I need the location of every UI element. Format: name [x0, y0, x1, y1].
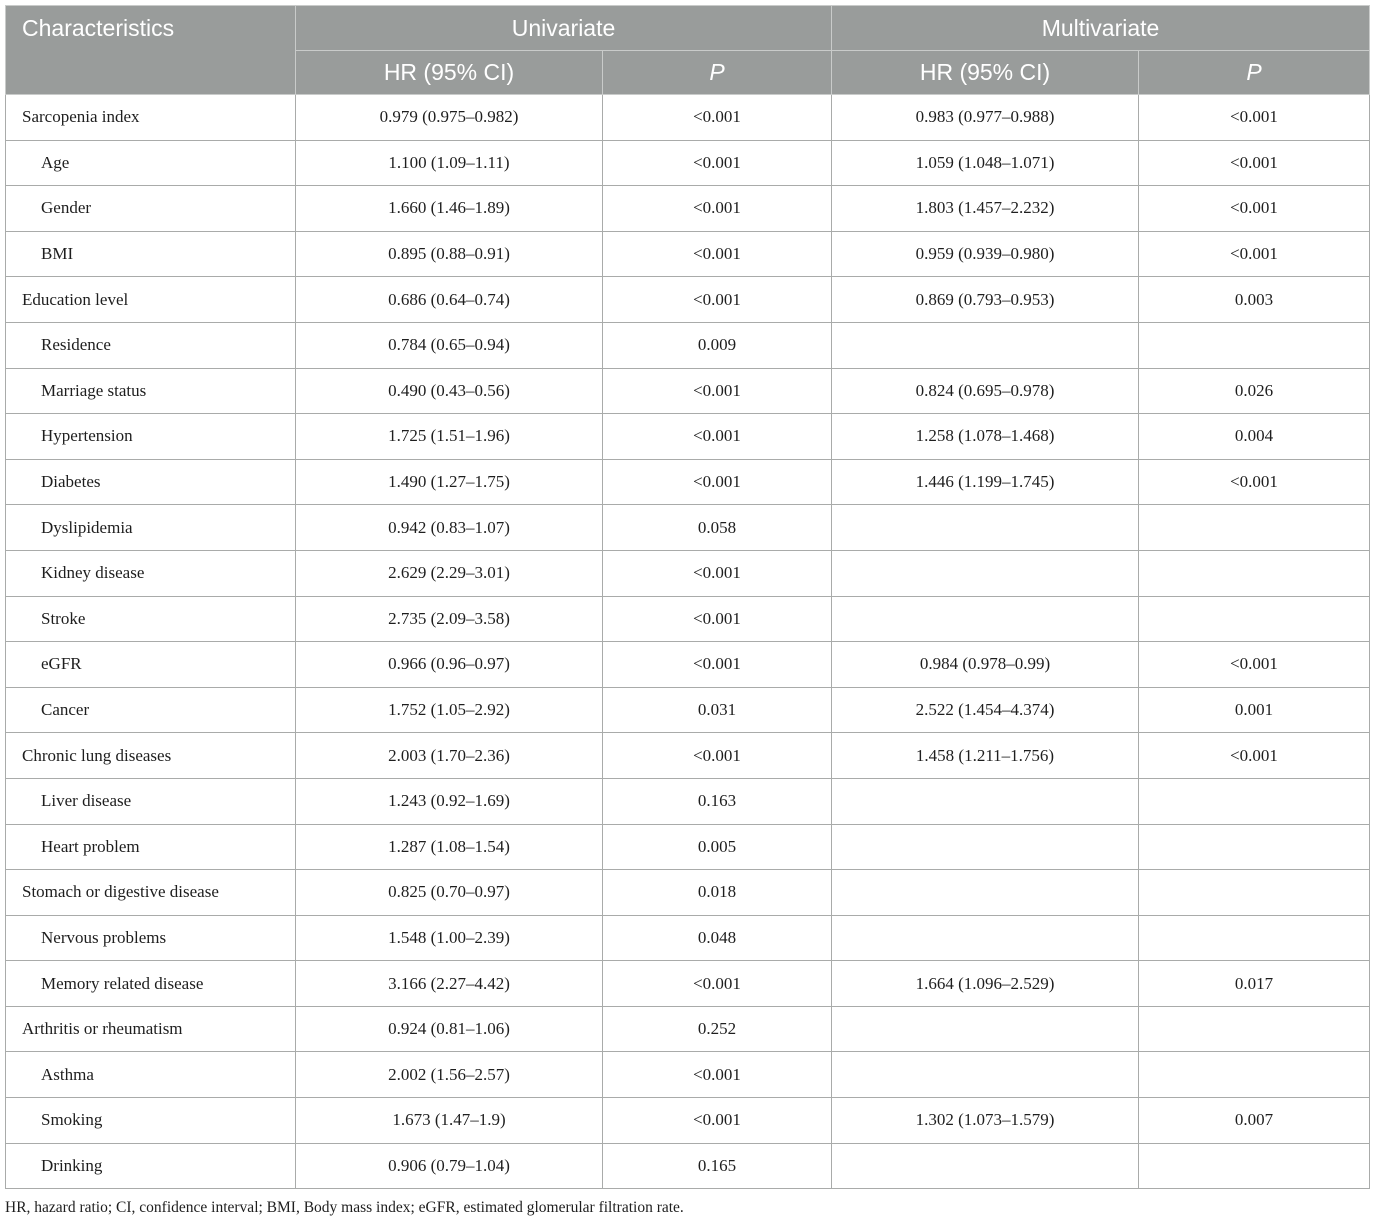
multivariate-hr-cell	[832, 322, 1139, 368]
univariate-p-cell: <0.001	[603, 642, 832, 688]
multivariate-p-cell	[1139, 596, 1370, 642]
table-body	[6, 95, 1370, 1189]
table-row	[6, 778, 1370, 824]
multivariate-p-cell: <0.001	[1139, 186, 1370, 232]
multivariate-p-cell	[1139, 550, 1370, 596]
row-characteristic-cell: Heart problem	[6, 824, 296, 870]
results-table-container	[5, 5, 1369, 1189]
table-row	[6, 824, 1370, 870]
row-characteristic-cell: Asthma	[6, 1052, 296, 1098]
univariate-p-cell: <0.001	[603, 961, 832, 1007]
univariate-p-cell: <0.001	[603, 1098, 832, 1144]
table-row	[6, 1098, 1370, 1144]
table-row	[6, 459, 1370, 505]
table-row	[6, 1006, 1370, 1052]
multivariate-p-cell: 0.007	[1139, 1098, 1370, 1144]
row-characteristic-cell: Arthritis or rheumatism	[6, 1006, 296, 1052]
multivariate-p-cell: <0.001	[1139, 733, 1370, 779]
multivariate-p-cell: 0.026	[1139, 368, 1370, 414]
multivariate-p-cell	[1139, 915, 1370, 961]
row-characteristic-cell: Nervous problems	[6, 915, 296, 961]
multivariate-p-cell: <0.001	[1139, 231, 1370, 277]
univariate-hr-cell: 0.490 (0.43–0.56)	[296, 368, 603, 414]
multivariate-hr-cell	[832, 1143, 1139, 1189]
univariate-p-cell: 0.165	[603, 1143, 832, 1189]
multivariate-hr-cell: 0.869 (0.793–0.953)	[832, 277, 1139, 323]
multivariate-hr-cell: 2.522 (1.454–4.374)	[832, 687, 1139, 733]
univariate-hr-cell: 0.966 (0.96–0.97)	[296, 642, 603, 688]
univariate-p-cell: 0.005	[603, 824, 832, 870]
multivariate-p-cell: <0.001	[1139, 459, 1370, 505]
header-multivariate: Multivariate	[832, 6, 1370, 51]
table-row	[6, 505, 1370, 551]
multivariate-hr-cell	[832, 505, 1139, 551]
univariate-hr-cell: 1.725 (1.51–1.96)	[296, 414, 603, 460]
row-characteristic-cell: Liver disease	[6, 778, 296, 824]
univariate-hr-cell: 0.784 (0.65–0.94)	[296, 322, 603, 368]
table-row	[6, 231, 1370, 277]
univariate-hr-cell: 1.100 (1.09–1.11)	[296, 140, 603, 186]
univariate-hr-cell: 1.287 (1.08–1.54)	[296, 824, 603, 870]
row-characteristic-cell: Stroke	[6, 596, 296, 642]
univariate-p-cell: <0.001	[603, 186, 832, 232]
univariate-hr-cell: 1.673 (1.47–1.9)	[296, 1098, 603, 1144]
multivariate-p-cell: 0.003	[1139, 277, 1370, 323]
multivariate-hr-cell: 1.258 (1.078–1.468)	[832, 414, 1139, 460]
multivariate-hr-cell	[832, 870, 1139, 916]
table-row	[6, 95, 1370, 141]
univariate-hr-cell: 0.979 (0.975–0.982)	[296, 95, 603, 141]
univariate-hr-cell: 0.895 (0.88–0.91)	[296, 231, 603, 277]
univariate-p-cell: <0.001	[603, 596, 832, 642]
multivariate-hr-cell	[832, 824, 1139, 870]
univariate-p-cell: <0.001	[603, 277, 832, 323]
univariate-p-cell: <0.001	[603, 140, 832, 186]
header-univariate: Univariate	[296, 6, 832, 51]
multivariate-hr-cell: 1.664 (1.096–2.529)	[832, 961, 1139, 1007]
multivariate-hr-cell: 1.446 (1.199–1.745)	[832, 459, 1139, 505]
univariate-hr-cell: 1.752 (1.05–2.92)	[296, 687, 603, 733]
univariate-p-cell: <0.001	[603, 368, 832, 414]
multivariate-p-cell: 0.004	[1139, 414, 1370, 460]
row-characteristic-cell: Memory related disease	[6, 961, 296, 1007]
table-row	[6, 1143, 1370, 1189]
multivariate-hr-cell: 1.458 (1.211–1.756)	[832, 733, 1139, 779]
univariate-hr-cell: 1.490 (1.27–1.75)	[296, 459, 603, 505]
row-characteristic-cell: Marriage status	[6, 368, 296, 414]
table-row	[6, 596, 1370, 642]
univariate-p-cell: 0.018	[603, 870, 832, 916]
row-characteristic-cell: Chronic lung diseases	[6, 733, 296, 779]
univariate-hr-cell: 1.660 (1.46–1.89)	[296, 186, 603, 232]
table-row	[6, 140, 1370, 186]
multivariate-p-cell: <0.001	[1139, 642, 1370, 688]
univariate-p-cell: <0.001	[603, 414, 832, 460]
multivariate-p-cell	[1139, 1143, 1370, 1189]
header-univariate-p: P	[603, 51, 832, 95]
univariate-hr-cell: 3.166 (2.27–4.42)	[296, 961, 603, 1007]
table-row	[6, 687, 1370, 733]
univariate-hr-cell: 2.003 (1.70–2.36)	[296, 733, 603, 779]
univariate-p-cell: <0.001	[603, 231, 832, 277]
multivariate-hr-cell: 0.959 (0.939–0.980)	[832, 231, 1139, 277]
univariate-p-cell: 0.163	[603, 778, 832, 824]
multivariate-hr-cell: 0.824 (0.695–0.978)	[832, 368, 1139, 414]
table-row	[6, 961, 1370, 1007]
multivariate-p-cell	[1139, 505, 1370, 551]
multivariate-p-cell	[1139, 1006, 1370, 1052]
multivariate-p-cell	[1139, 322, 1370, 368]
univariate-p-cell: <0.001	[603, 95, 832, 141]
univariate-p-cell: <0.001	[603, 733, 832, 779]
multivariate-hr-cell	[832, 778, 1139, 824]
univariate-p-cell: 0.058	[603, 505, 832, 551]
univariate-p-cell: <0.001	[603, 550, 832, 596]
table-row	[6, 550, 1370, 596]
multivariate-hr-cell	[832, 596, 1139, 642]
multivariate-p-cell: 0.017	[1139, 961, 1370, 1007]
multivariate-p-cell: <0.001	[1139, 95, 1370, 141]
table-header	[6, 6, 1370, 95]
univariate-p-cell: <0.001	[603, 1052, 832, 1098]
multivariate-p-cell: 0.001	[1139, 687, 1370, 733]
row-characteristic-cell: Dyslipidemia	[6, 505, 296, 551]
univariate-hr-cell: 2.629 (2.29–3.01)	[296, 550, 603, 596]
multivariate-hr-cell: 1.803 (1.457–2.232)	[832, 186, 1139, 232]
table-row	[6, 322, 1370, 368]
multivariate-hr-cell	[832, 550, 1139, 596]
cox-regression-table	[5, 5, 1370, 1189]
univariate-hr-cell: 0.906 (0.79–1.04)	[296, 1143, 603, 1189]
row-characteristic-cell: Residence	[6, 322, 296, 368]
univariate-hr-cell: 0.942 (0.83–1.07)	[296, 505, 603, 551]
multivariate-hr-cell: 0.984 (0.978–0.99)	[832, 642, 1139, 688]
row-characteristic-cell: Diabetes	[6, 459, 296, 505]
multivariate-hr-cell: 0.983 (0.977–0.988)	[832, 95, 1139, 141]
row-characteristic-cell: Smoking	[6, 1098, 296, 1144]
multivariate-hr-cell: 1.302 (1.073–1.579)	[832, 1098, 1139, 1144]
multivariate-hr-cell	[832, 1006, 1139, 1052]
univariate-p-cell: 0.009	[603, 322, 832, 368]
multivariate-p-cell	[1139, 824, 1370, 870]
row-characteristic-cell: Sarcopenia index	[6, 95, 296, 141]
multivariate-p-cell: <0.001	[1139, 140, 1370, 186]
row-characteristic-cell: Cancer	[6, 687, 296, 733]
multivariate-p-cell	[1139, 778, 1370, 824]
table-row	[6, 186, 1370, 232]
table-row	[6, 414, 1370, 460]
table-row	[6, 915, 1370, 961]
table-row	[6, 642, 1370, 688]
univariate-hr-cell: 0.825 (0.70–0.97)	[296, 870, 603, 916]
header-multivariate-p: P	[1139, 51, 1370, 95]
univariate-p-cell: 0.048	[603, 915, 832, 961]
row-characteristic-cell: Education level	[6, 277, 296, 323]
row-characteristic-cell: BMI	[6, 231, 296, 277]
univariate-hr-cell: 2.002 (1.56–2.57)	[296, 1052, 603, 1098]
multivariate-hr-cell	[832, 1052, 1139, 1098]
table-footnote: HR, hazard ratio; CI, confidence interval; BMI, Body mass index; eGFR, estimated glomerular filtration rate.	[5, 1199, 684, 1216]
row-characteristic-cell: eGFR	[6, 642, 296, 688]
row-characteristic-cell: Stomach or digestive disease	[6, 870, 296, 916]
header-multivariate-hr: HR (95% CI)	[832, 51, 1139, 95]
univariate-hr-cell: 0.686 (0.64–0.74)	[296, 277, 603, 323]
table-row	[6, 870, 1370, 916]
row-characteristic-cell: Drinking	[6, 1143, 296, 1189]
multivariate-hr-cell: 1.059 (1.048–1.071)	[832, 140, 1139, 186]
univariate-hr-cell: 1.243 (0.92–1.69)	[296, 778, 603, 824]
multivariate-hr-cell	[832, 915, 1139, 961]
multivariate-p-cell	[1139, 1052, 1370, 1098]
table-row	[6, 277, 1370, 323]
row-characteristic-cell: Kidney disease	[6, 550, 296, 596]
univariate-hr-cell: 2.735 (2.09–3.58)	[296, 596, 603, 642]
row-characteristic-cell: Gender	[6, 186, 296, 232]
multivariate-p-cell	[1139, 870, 1370, 916]
table-row	[6, 1052, 1370, 1098]
univariate-hr-cell: 1.548 (1.00–2.39)	[296, 915, 603, 961]
univariate-p-cell: <0.001	[603, 459, 832, 505]
univariate-hr-cell: 0.924 (0.81–1.06)	[296, 1006, 603, 1052]
univariate-p-cell: 0.252	[603, 1006, 832, 1052]
row-characteristic-cell: Age	[6, 140, 296, 186]
table-row	[6, 368, 1370, 414]
header-characteristics: Characteristics	[6, 6, 296, 95]
table-row	[6, 733, 1370, 779]
header-univariate-hr: HR (95% CI)	[296, 51, 603, 95]
row-characteristic-cell: Hypertension	[6, 414, 296, 460]
univariate-p-cell: 0.031	[603, 687, 832, 733]
